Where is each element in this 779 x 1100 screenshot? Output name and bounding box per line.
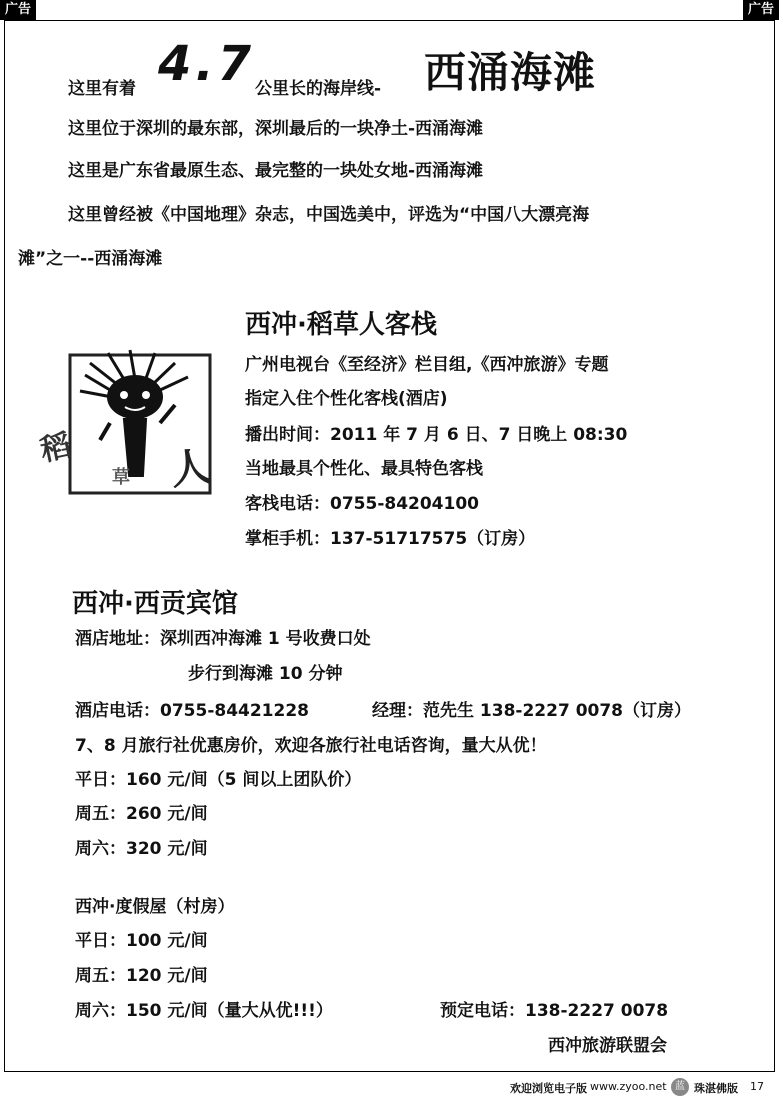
intro-line-4b: 滩”之一--西涌海滩 xyxy=(18,249,163,269)
beach-name-headline: 西涌海滩 xyxy=(424,48,597,97)
intro-line-1-prefix: 这里有着 xyxy=(68,79,136,99)
hotel-walk: 步行到海滩 10 分钟 xyxy=(188,664,343,684)
hotel-title: 西冲·西贡宾馆 xyxy=(72,589,238,619)
villa-friday-price: 周五：120 元/间 xyxy=(75,966,208,986)
villa-weekday-price: 平日：100 元/间 xyxy=(75,931,208,951)
hotel-promo: 7、8 月旅行社优惠房价，欢迎各旅行社电话咨询，量大从优！ xyxy=(75,736,547,756)
villa-booking-phone: 预定电话：138-2227 0078 xyxy=(440,1001,669,1021)
hotel-weekday-price: 平日：160 元/间（5 间以上团队价） xyxy=(75,770,362,790)
footer-url[interactable]: www.zyoo.net xyxy=(590,1080,667,1093)
ad-tag-right: 广告 xyxy=(743,0,779,20)
hotel-saturday-price: 周六：320 元/间 xyxy=(75,839,208,859)
page-number: 17 xyxy=(750,1080,764,1093)
hotel-phone: 酒店电话：0755-84421228 xyxy=(75,701,309,721)
logo-char-1: 稻 xyxy=(37,428,75,469)
logo-char-2: 草 xyxy=(112,467,130,488)
scarecrow-inn-logo xyxy=(30,345,230,495)
footer-badge-icon: 蓝 xyxy=(671,1078,689,1096)
coastline-length: 4.7 xyxy=(158,36,256,92)
intro-line-3: 这里是广东省最原生态、最完整的一块处女地-西涌海滩 xyxy=(68,161,484,181)
footer-welcome: 欢迎浏览电子版 xyxy=(510,1082,587,1095)
villa-saturday-price: 周六：150 元/间（量大从优!!!） xyxy=(75,1001,333,1021)
inn-line-1: 广州电视台《至经济》栏目组,《西冲旅游》专题 xyxy=(245,355,609,375)
hotel-manager: 经理：范先生 138-2227 0078（订房） xyxy=(372,701,692,721)
inn-line-2: 指定入住个性化客栈(酒店) xyxy=(245,389,448,409)
intro-line-4a: 这里曾经被《中国地理》杂志，中国选美中，评选为“中国八大漂亮海 xyxy=(68,205,590,225)
hotel-address: 酒店地址：深圳西冲海滩 1 号收费口处 xyxy=(75,629,371,649)
hotel-friday-price: 周五：260 元/间 xyxy=(75,804,208,824)
ad-tag-left: 广告 xyxy=(0,0,36,20)
inn-title: 西冲·稻草人客栈 xyxy=(245,310,437,340)
footer-edition: 珠湛佛版 xyxy=(694,1082,738,1095)
intro-line-1-middle: 公里长的海岸线- xyxy=(255,79,382,99)
inn-line-3: 播出时间：2011 年 7 月 6 日、7 日晚上 08:30 xyxy=(245,425,628,445)
organizer-name: 西冲旅游联盟会 xyxy=(548,1036,667,1056)
intro-line-2: 这里位于深圳的最东部，深圳最后的一块净土-西涌海滩 xyxy=(68,119,484,139)
logo-char-3: 人 xyxy=(167,443,214,495)
inn-line-4: 当地最具个性化、最具特色客栈 xyxy=(245,459,483,479)
inn-mobile: 掌柜手机：137-51717575（订房） xyxy=(245,529,536,549)
villa-title: 西冲·度假屋（村房） xyxy=(75,897,235,917)
inn-phone: 客栈电话：0755-84204100 xyxy=(245,494,479,514)
